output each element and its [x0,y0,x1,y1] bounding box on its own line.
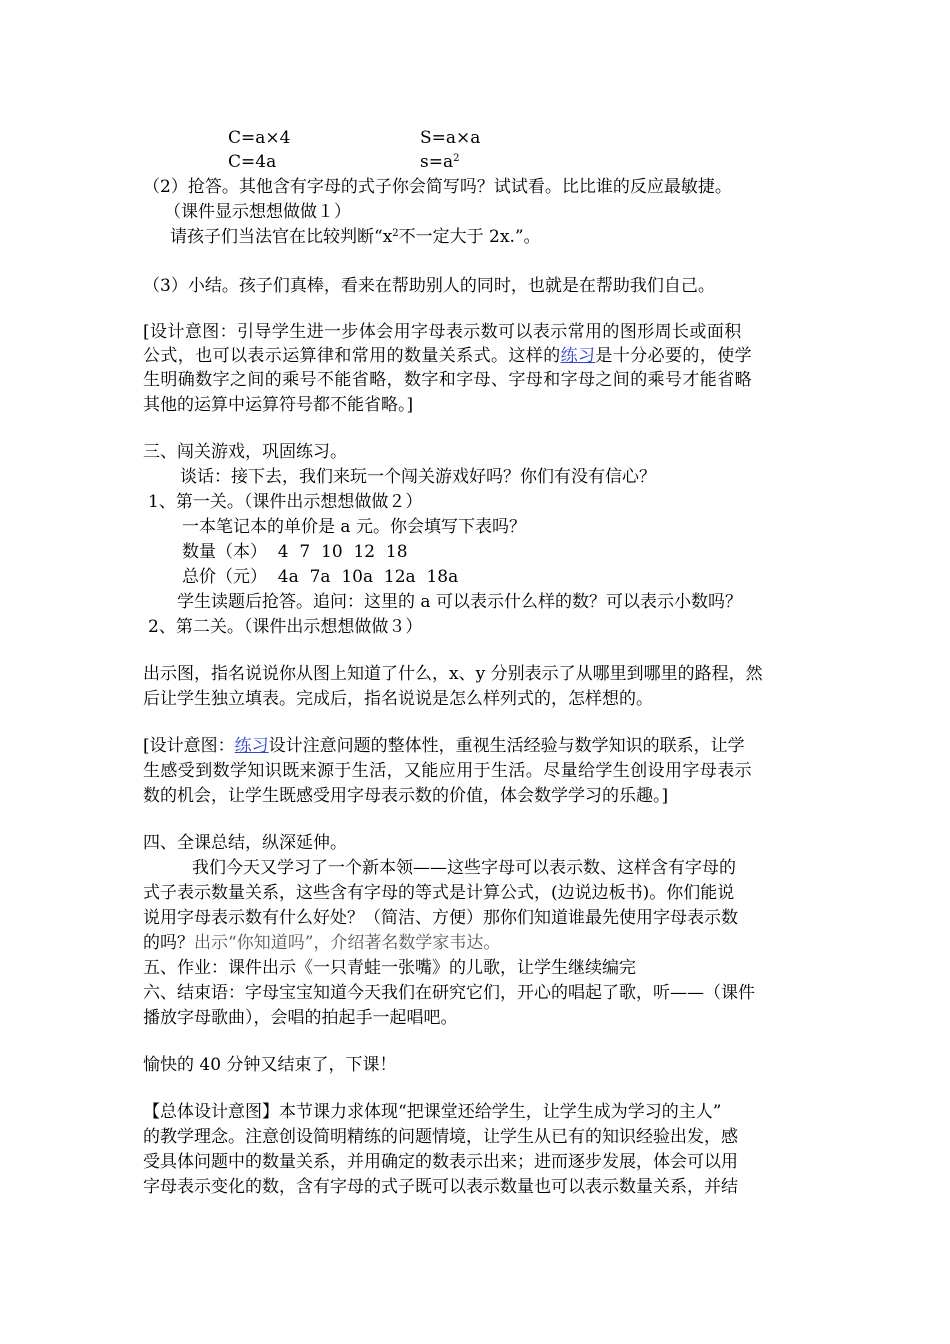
design-intent-line: 公式，也可以表示运算律和常用的数量关系式。这样的练习是十分必要的，使学 [143,346,753,366]
design-intent-line: 生感受到数学知识既来源于生活，又能应用于生活。尽量给学生创设用字母表示 [143,761,752,781]
design-intent-line: [设计意图：引导学生进一步体会用字母表示数可以表示常用的图形周长或面积 [143,322,742,342]
paragraph-line: 后让学生独立填表。完成后，指名说说是怎么样列式的，怎样想的。 [143,689,653,709]
practice-link[interactable]: 练习 [560,346,596,366]
design-intent-line: 数的机会，让学生既感受用字母表示数的价值，体会数学学习的乐趣。] [143,786,669,806]
section-heading: 五、作业：课件出示《一只青蛙一张嘴》的儿歌，让学生继续编完 [143,958,636,978]
paragraph-line: 的吗？出示“你知道吗”，介绍著名数学家韦达。 [143,933,501,953]
paragraph-line: 愉快的 40 分钟又结束了，下课！ [143,1055,397,1075]
design-intent-line: [设计意图：练习设计注意问题的整体性，重视生活经验与数学知识的联系，让学 [143,736,745,756]
summary-line: 字母表示变化的数，含有字母的式子既可以表示数量也可以表示数量关系，并结 [143,1177,738,1197]
paragraph-line: 1、第一关。（课件出示想想做做２） [148,492,423,512]
formula-perimeter-2: C=4a [228,152,277,172]
paragraph-line: 2、第二关。（课件出示想想做做３） [148,617,423,637]
section-heading: 三、闯关游戏，巩固练习。 [143,442,347,462]
paragraph-line: 出示图，指名说说你从图上知道了什么，x、y 分别表示了从哪里到哪里的路程，然 [143,664,763,684]
paragraph-line: 播放字母歌曲），会唱的拍起手一起唱吧。 [143,1008,458,1028]
paragraph-line: （课件显示想想做做１） [164,202,351,222]
formula-area-1: S=a×a [420,128,481,148]
table-row-price: 总价（元） 4a 7a 10a 12a 18a [182,567,459,587]
paragraph-line: （3）小结。孩子们真棒，看来在帮助别人的同时，也就是在帮助我们自己。 [143,276,715,296]
design-intent-line: 其他的运算中运算符号都不能省略。] [143,395,414,415]
table-row-quantity: 数量（本） 4 7 10 12 18 [182,542,408,562]
summary-line: 受具体问题中的数量关系，并用确定的数表示出来；进而逐步发展，体会可以用 [143,1152,738,1172]
paragraph-line: （2）抢答。其他含有字母的式子你会简写吗？试试看。比比谁的反应最敏捷。 [143,177,732,197]
summary-line: 【总体设计意图】本节课力求体现“把课堂还给学生，让学生成为学习的主人” [143,1102,722,1122]
formula-area-2: $s=a^2$ [420,152,460,172]
design-intent-line: 生明确数字之间的乘号不能省略，数字和字母、字母和字母之间的乘号才能省略 [143,370,752,390]
paragraph-line: 一本笔记本的单价是 a 元。你会填写下表吗？ [182,517,526,537]
paragraph-line: 说用字母表示数有什么好处？（简洁、方便）那你们知道谁最先使用字母表示数 [143,908,738,928]
section-heading: 六、结束语：字母宝宝知道今天我们在研究它们，开心的唱起了歌，听——（课件 [143,983,755,1003]
practice-link[interactable]: 练习 [234,736,269,756]
section-heading: 四、全课总结，纵深延伸。 [143,833,347,853]
paragraph-line: 我们今天又学习了一个新本领——这些字母可以表示数、这样含有字母的 [192,858,736,878]
paragraph-line: 请孩子们当法官在比较判断“$x^2$不一定大于 2x.”。 [170,227,541,247]
paragraph-line: 学生读题后抢答。追问：这里的 a 可以表示什么样的数？可以表示小数吗？ [177,592,742,612]
paragraph-line: 式子表示数量关系，这些含有字母的等式是计算公式，(边说边板书)。你们能说 [143,883,735,903]
formula-perimeter-1: C=a×4 [228,128,291,148]
summary-line: 的教学理念。注意创设简明精练的问题情境，让学生从已有的知识经验出发，感 [143,1127,738,1147]
paragraph-line: 谈话：接下去，我们来玩一个闯关游戏好吗？你们有没有信心？ [180,467,656,487]
